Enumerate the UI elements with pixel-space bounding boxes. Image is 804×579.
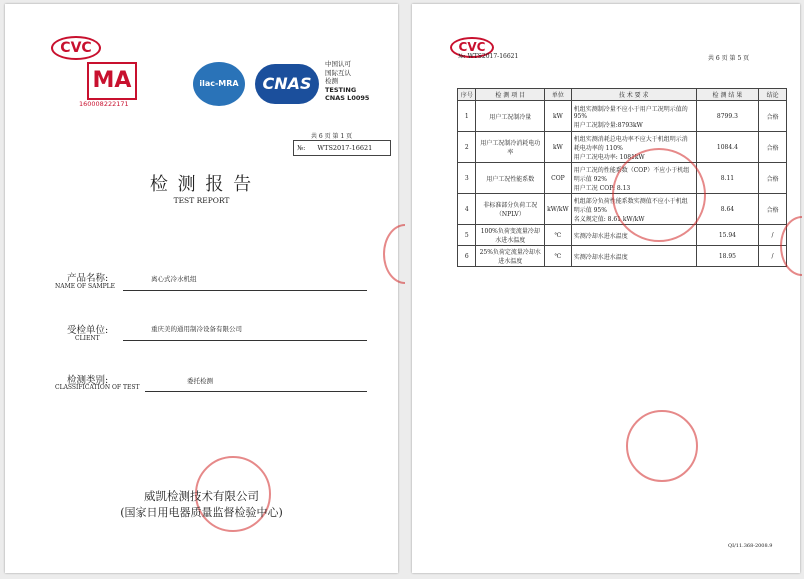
row-number: 3 [458,163,476,194]
page-info: 共 6 页 第 1 页 [311,133,353,140]
field-underline [123,290,367,291]
column-header: 检 测 项 目 [476,89,545,101]
test-result: 1084.4 [696,132,758,163]
organization-subtitle: (国家日用电器质量监督检验中心) [120,506,283,519]
cvc-logo: CVC [450,37,494,58]
report-number: WTS2017-16621 [317,144,373,152]
field-underline [145,391,367,392]
row-number: 6 [458,246,476,267]
unit: ℃ [545,246,572,267]
unit: ℃ [545,225,572,246]
field-label-en: CLIENT [75,335,100,342]
technical-requirement: 机组部分负荷性能系数实测值不应小于机组明示值 95% 名义规定值: 8.61 kW/kW [571,194,696,225]
test-item: 非标准部分负荷工况（NPLV） [476,194,545,225]
cnas-text-line: TESTING [325,85,357,94]
field-label-en: CLASSIFICATION OF TEST [55,384,140,391]
row-number: 5 [458,225,476,246]
red-seal-stamp [626,410,698,482]
report-cover-page [5,4,398,573]
field-label: 受检单位: [67,325,109,336]
cma-number: 160008222171 [79,100,129,108]
technical-requirement: 用户工况的性能系数（COP）不应小于机组明示值 92% 用户工况 COP: 8.13 [571,163,696,194]
technical-requirement: 实测冷却水进水温度 [571,225,696,246]
field-underline [123,340,367,341]
report-title-en: TEST REPORT [173,196,230,205]
verdict: 合格 [759,101,787,132]
report-number-value: WTS2017-16621 [467,53,519,60]
test-item: 25%负荷定流量冷却水进水温度 [476,246,545,267]
report-title: 检 测 报 告 [149,174,254,195]
test-result: 15.94 [696,225,758,246]
column-header: 单位 [545,89,572,101]
table-row [458,225,787,246]
table-row [458,101,787,132]
column-header: 序号 [458,89,476,101]
field-value: 委托检测 [187,377,213,385]
unit: kW/kW [545,194,572,225]
row-number: 4 [458,194,476,225]
field-label: 检测类别: [67,375,109,386]
unit: COP [545,163,572,194]
verdict: 合格 [759,163,787,194]
form-code: QI/11.368-2008.9 [728,543,773,549]
field-value: 重庆美的通用制冷设备有限公司 [151,325,242,333]
cnas-text-line: 检测 [325,77,338,85]
verdict: / [759,246,787,267]
verdict: / [759,225,787,246]
technical-requirement: 机组实测消耗总电功率不应大于机组明示消耗电功率的 110% 用户工况电功率: 1081kW [571,132,696,163]
cnas-text-line: 中国认可 [325,60,351,68]
organization-name: 威凯检测技术有限公司 [144,489,259,503]
test-result: 8.11 [696,163,758,194]
report-number-box [293,140,391,156]
cnas-text-line: 国际互认 [325,68,351,77]
test-result: 8799.3 [696,101,758,132]
test-item: 用户工况制冷消耗电功率 [476,132,545,163]
technical-requirement: 机组实测制冷量不应小于用户工况明示值的 95% 用户工况制冷量:8793kW [571,101,696,132]
technical-requirement: 实测冷却水进水温度 [571,246,696,267]
test-item: 100%负荷变流量冷却水进水温度 [476,225,545,246]
test-item: 用户工况性能系数 [476,163,545,194]
report-number [458,53,518,60]
cvc-logo: CVC [51,36,101,60]
cnas-info [325,60,369,103]
unit: kW [545,132,572,163]
table-header-row [458,89,787,101]
report-number-label: №: [297,144,306,152]
test-item: 用户工况制冷量 [476,101,545,132]
cnas-text-line: CNAS L0095 [325,94,370,102]
verdict: 合格 [759,132,787,163]
cnas-logo: CNAS [255,64,319,104]
ilac-mra-logo: ilac-MRA [193,62,245,106]
column-header: 检 测 结 果 [696,89,758,101]
row-number: 1 [458,101,476,132]
cma-logo: MA [87,62,137,100]
row-number: 2 [458,132,476,163]
column-header: 技 术 要 求 [571,89,696,101]
table-row [458,132,787,163]
field-label: 产品名称: [67,273,109,284]
table-row [458,246,787,267]
test-result: 8.64 [696,194,758,225]
column-header: 结论 [759,89,787,101]
report-results-page [412,4,800,573]
page-info: 共 6 页 第 5 页 [708,55,750,62]
unit: kW [545,101,572,132]
test-result: 18.95 [696,246,758,267]
field-label-en: NAME OF SAMPLE [55,283,115,290]
verdict: 合格 [759,194,787,225]
field-value: 离心式冷水机组 [151,275,197,283]
red-seal-stamp [612,148,706,242]
report-number-label: №: [458,53,466,60]
